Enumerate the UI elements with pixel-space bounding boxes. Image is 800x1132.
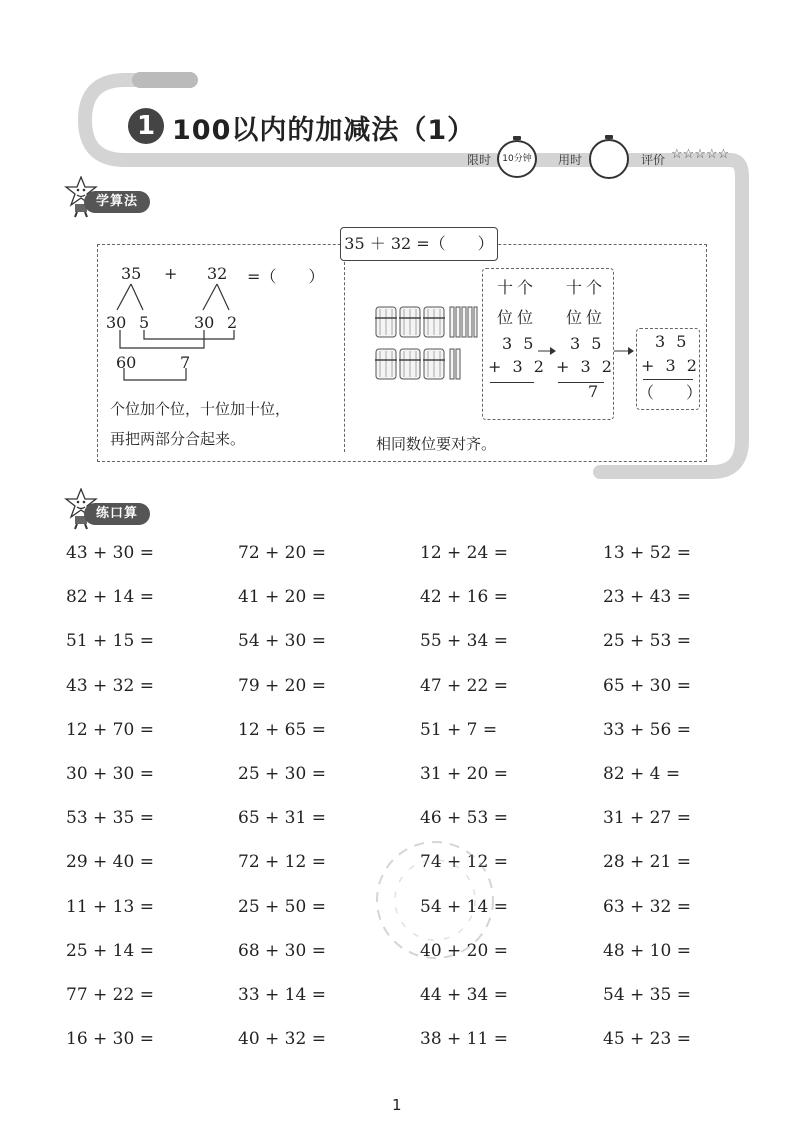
col1-line1: 3 5 xyxy=(502,334,537,353)
practice-problem: 16 + 30 = xyxy=(66,1029,154,1049)
counting-sticks-icon xyxy=(370,303,478,383)
lesson-number-badge: 1 xyxy=(128,108,164,144)
practice-problem: 31 + 20 = xyxy=(420,764,508,784)
practice-problem: 82 + 4 = xyxy=(603,764,681,784)
practice-problem: 38 + 11 = xyxy=(420,1029,508,1049)
col1-rule xyxy=(490,382,534,383)
m1-sum-tens: 60 xyxy=(116,353,137,372)
time-limit-value: 10分钟 xyxy=(502,154,532,164)
practice-problem: 46 + 53 = xyxy=(420,808,508,828)
practice-problem: 65 + 31 = xyxy=(238,808,326,828)
col1-line2: + 3 2 xyxy=(488,357,547,376)
practice-problem: 40 + 32 = xyxy=(238,1029,326,1049)
place-ones: 位 xyxy=(517,308,534,327)
m1-split-right-a: 30 xyxy=(194,313,215,332)
practice-problem: 82 + 14 = xyxy=(66,587,154,607)
practice-problem: 47 + 22 = xyxy=(420,676,508,696)
practice-problem: 28 + 21 = xyxy=(603,852,691,872)
practice-problem: 31 + 27 = xyxy=(603,808,691,828)
practice-problem: 79 + 20 = xyxy=(238,676,326,696)
m1-split-lines xyxy=(100,280,260,390)
head-tens: 十 xyxy=(497,278,514,297)
head-tens-2: 十 xyxy=(566,278,583,297)
practice-problem: 53 + 35 = xyxy=(66,808,154,828)
m2-tip: 相同数位要对齐。 xyxy=(376,435,497,453)
practice-problem: 51 + 15 = xyxy=(66,631,154,651)
head-ones: 个 xyxy=(517,278,534,297)
arrow-right-icon xyxy=(614,346,634,356)
practice-problem: 29 + 40 = xyxy=(66,852,154,872)
practice-problem: 40 + 20 = xyxy=(420,941,508,961)
practice-problem: 25 + 53 = xyxy=(603,631,691,651)
time-limit-label: 限时 xyxy=(467,153,492,167)
page-title: 100以内的加减法（1） xyxy=(172,115,476,146)
practice-problem: 33 + 56 = xyxy=(603,720,691,740)
col2-result: 7 xyxy=(588,382,602,401)
practice-problem: 42 + 16 = xyxy=(420,587,508,607)
head-ones-2: 个 xyxy=(586,278,603,297)
time-used-label: 用时 xyxy=(558,153,583,167)
col3-line2: + 3 2 xyxy=(641,356,700,375)
practice-section-badge xyxy=(64,488,154,530)
practice-problem: 25 + 30 = xyxy=(238,764,326,784)
learn-divider xyxy=(344,262,345,452)
practice-problem: 55 + 34 = xyxy=(420,631,508,651)
practice-problem: 45 + 23 = xyxy=(603,1029,691,1049)
practice-problem: 12 + 70 = xyxy=(66,720,154,740)
practice-problem: 30 + 30 = xyxy=(66,764,154,784)
time-used-clock xyxy=(589,139,629,179)
m1-top-right: 32 xyxy=(207,264,228,283)
practice-section-label: 练口算 xyxy=(84,503,150,525)
practice-problem: 54 + 35 = xyxy=(603,985,691,1005)
watermark-stamp-icon xyxy=(360,830,510,970)
m1-split-right-b: 2 xyxy=(227,313,238,332)
col2-line1: 3 5 xyxy=(570,334,605,353)
rating-stars-icon: ☆☆☆☆☆ xyxy=(671,147,730,162)
practice-problem: 43 + 32 = xyxy=(66,676,154,696)
m1-split-left-b: 5 xyxy=(139,313,150,332)
practice-problem: 74 + 12 = xyxy=(420,852,508,872)
place-tens-2: 位 xyxy=(566,308,583,327)
practice-problem: 33 + 14 = xyxy=(238,985,326,1005)
m1-tip-line2: 再把两部分合起来。 xyxy=(110,430,246,448)
practice-problem: 12 + 65 = xyxy=(238,720,326,740)
learn-section-badge xyxy=(64,176,154,218)
rating-label: 评价 xyxy=(641,153,666,167)
practice-problem: 25 + 50 = xyxy=(238,897,326,917)
col2-line2: + 3 2 xyxy=(556,357,615,376)
practice-problem: 41 + 20 = xyxy=(238,587,326,607)
practice-problem: 77 + 22 = xyxy=(66,985,154,1005)
practice-problem: 63 + 32 = xyxy=(603,897,691,917)
time-limit-clock xyxy=(497,140,537,178)
practice-problem: 44 + 34 = xyxy=(420,985,508,1005)
place-tens: 位 xyxy=(497,308,514,327)
practice-problem: 48 + 10 = xyxy=(603,941,691,961)
m1-top-left: 35 xyxy=(121,264,142,283)
learn-header-expression: 35 ＋ 32 =（ ） xyxy=(340,227,498,261)
practice-problem: 51 + 7 = xyxy=(420,720,498,740)
m1-equals: =（ ） xyxy=(247,267,325,286)
m1-plus: + xyxy=(164,264,178,283)
practice-problem: 54 + 14 = xyxy=(420,897,508,917)
clock-knob-icon xyxy=(605,135,613,139)
arrow-right-icon xyxy=(538,346,556,356)
col3-result: （ ） xyxy=(638,383,703,402)
practice-problem: 12 + 24 = xyxy=(420,543,508,563)
page-number: 1 xyxy=(392,1096,402,1114)
practice-problem: 43 + 30 = xyxy=(66,543,154,563)
practice-problem: 68 + 30 = xyxy=(238,941,326,961)
practice-problem: 23 + 43 = xyxy=(603,587,691,607)
practice-problem: 11 + 13 = xyxy=(66,897,154,917)
col3-line1: 3 5 xyxy=(655,332,690,351)
practice-problem: 65 + 30 = xyxy=(603,676,691,696)
practice-problem: 72 + 20 = xyxy=(238,543,326,563)
clock-knob-icon xyxy=(513,136,521,140)
practice-problem: 54 + 30 = xyxy=(238,631,326,651)
practice-problem: 25 + 14 = xyxy=(66,941,154,961)
m1-tip-line1: 个位加个位，十位加十位， xyxy=(110,400,291,418)
practice-problem: 13 + 52 = xyxy=(603,543,691,563)
practice-problem: 72 + 12 = xyxy=(238,852,326,872)
m1-sum-ones: 7 xyxy=(180,353,191,372)
place-ones-2: 位 xyxy=(586,308,603,327)
m1-split-left-a: 30 xyxy=(106,313,127,332)
learn-section-label: 学算法 xyxy=(84,191,150,213)
